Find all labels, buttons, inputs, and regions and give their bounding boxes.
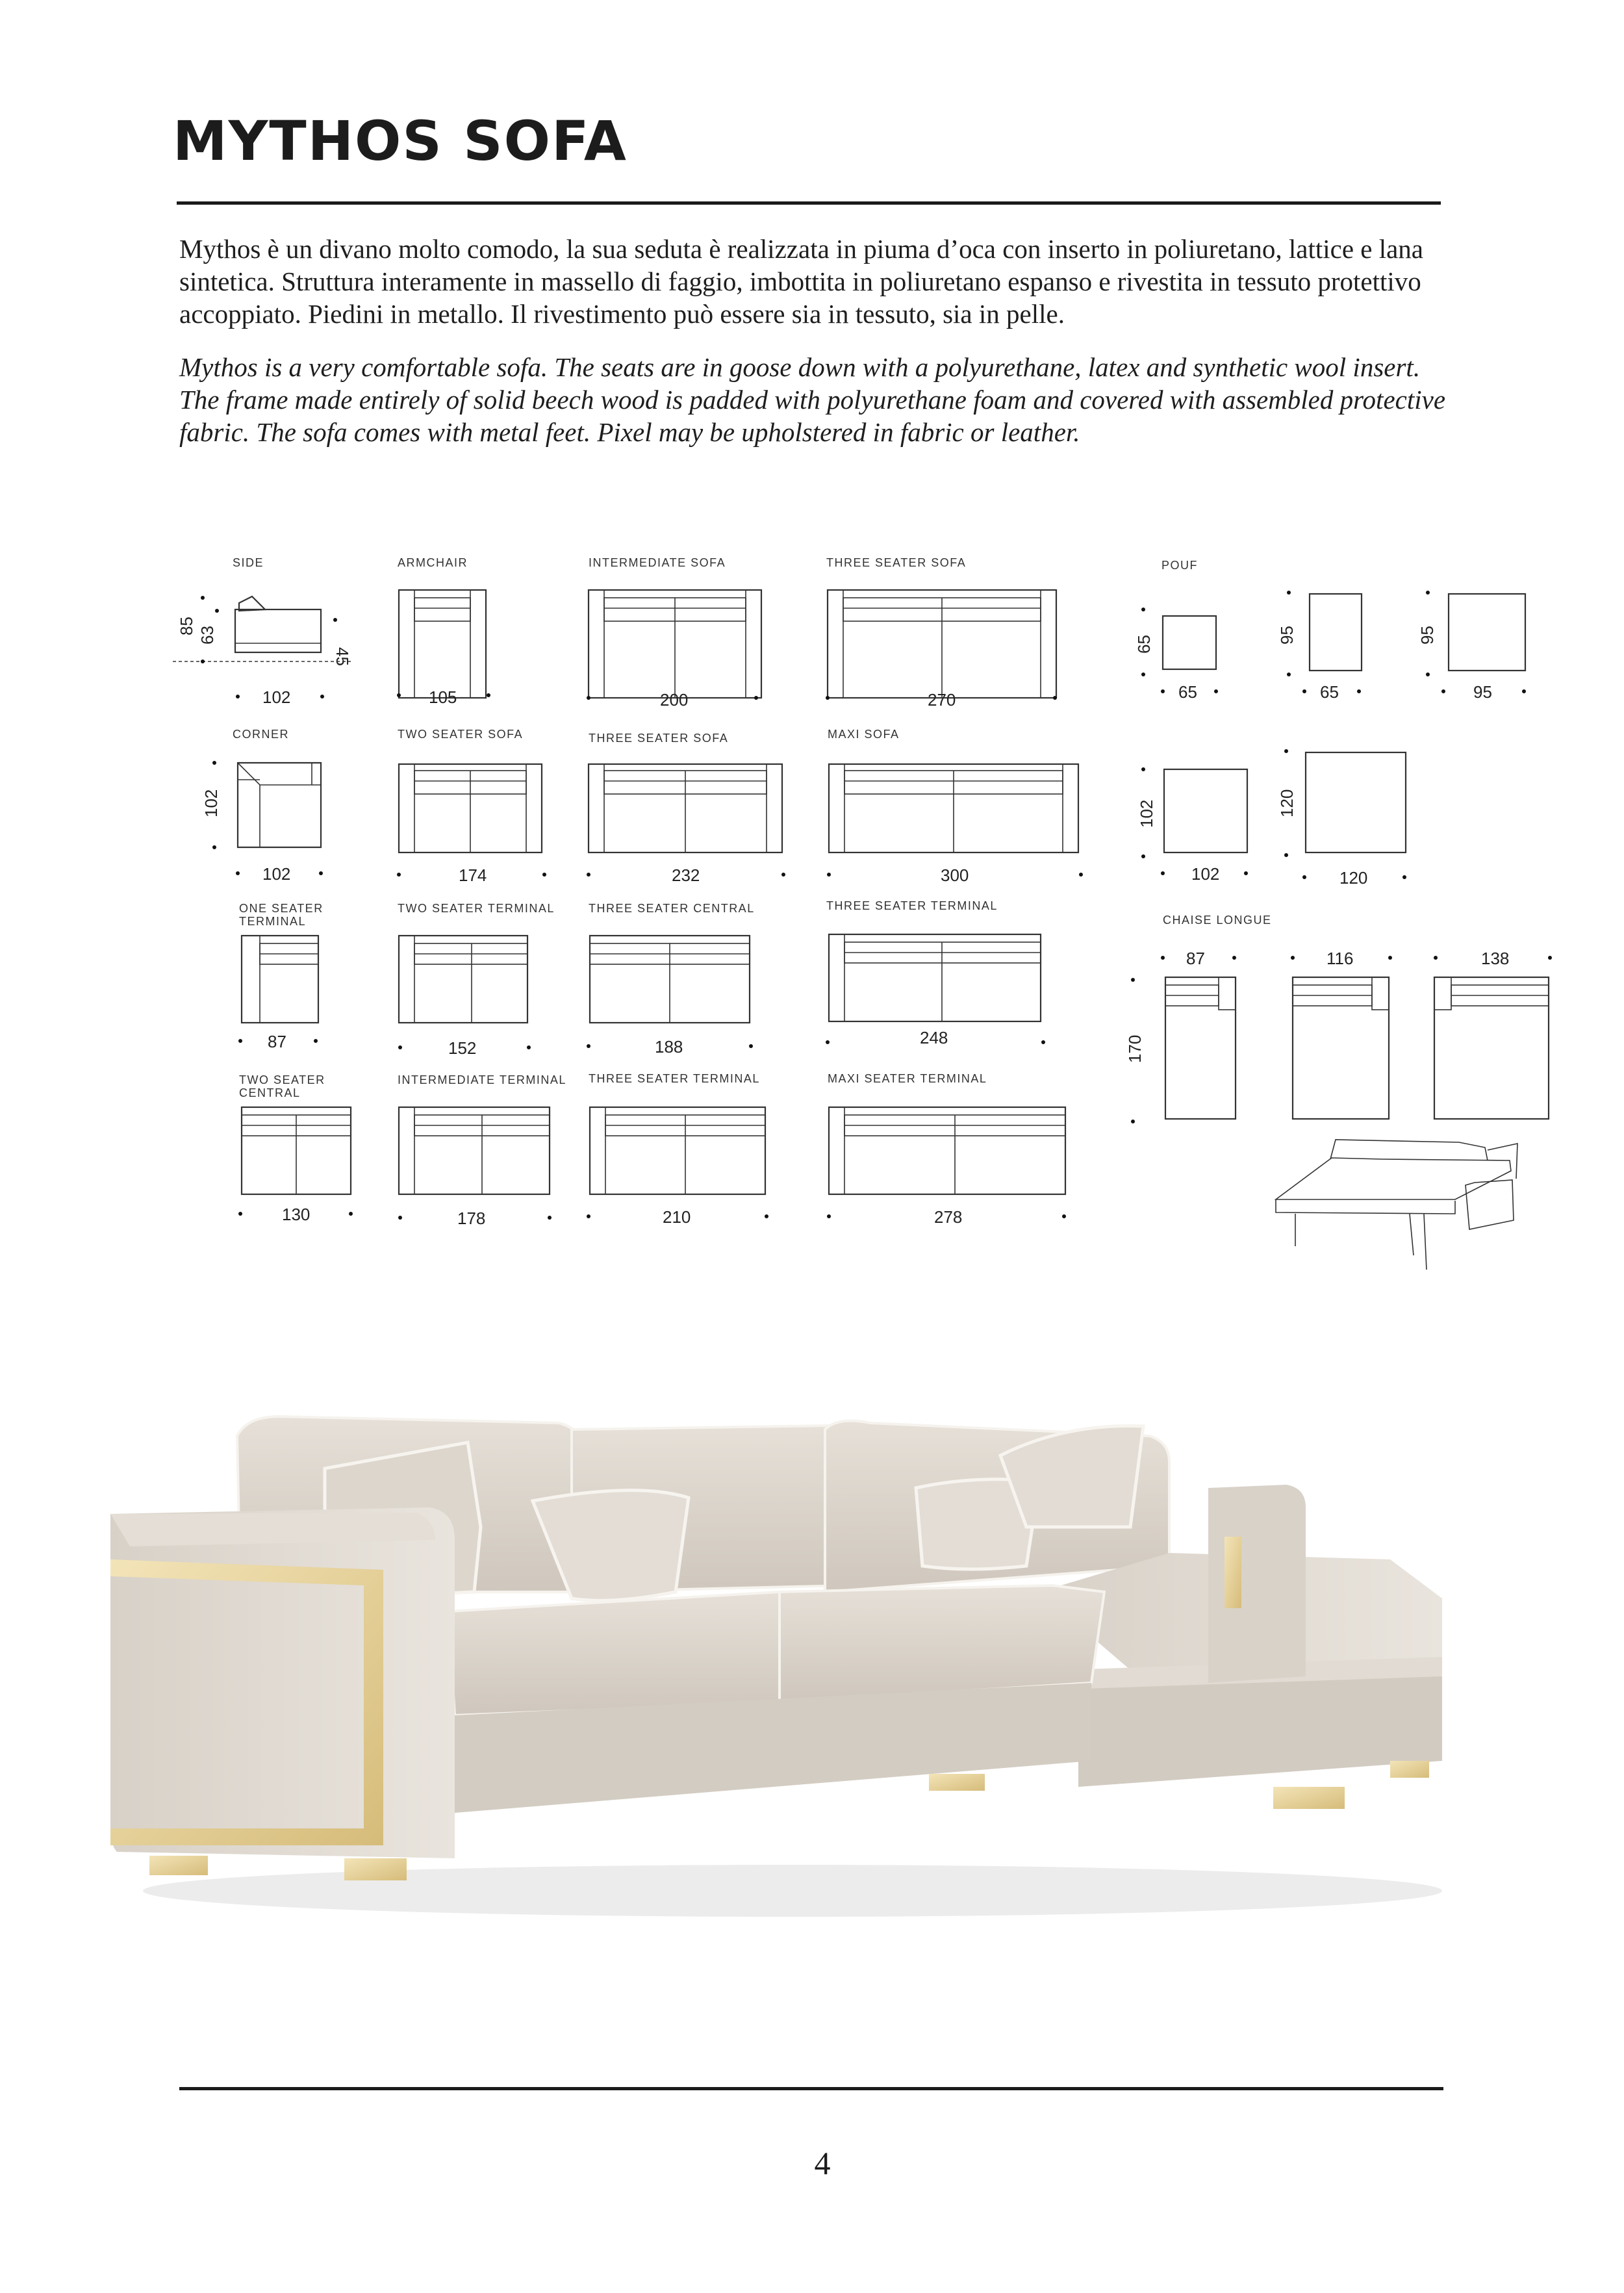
- dim-two-seater-terminal-width: 152: [448, 1038, 477, 1058]
- module-two-seater-terminal: [398, 902, 555, 1058]
- module-maxi-seater-terminal: [827, 1072, 1066, 1227]
- dim-intermediate-terminal-width: 178: [457, 1209, 486, 1228]
- dim-side-height: 85: [177, 617, 196, 635]
- dim-maxi-sofa-width: 300: [941, 865, 969, 885]
- module-label: SIDE: [233, 556, 264, 569]
- module-label: INTERMEDIATE SOFA: [589, 556, 726, 569]
- dim-pouf-2-depth: 95: [1277, 626, 1297, 645]
- description-english: Mythos is a very comfortable sofa. The seats are in goose down with a polyurethane, latex and synthetic wool insert. The frame made entirely of solid beech wood is padded with polyurethane foam and covered with assembled protective fabric. The sofa comes with metal feet. Pixel may be upholstered in fabric or leather.: [179, 352, 1446, 447]
- module-three-seater-sofa: [587, 732, 785, 885]
- dim-side-arm: 45: [333, 647, 352, 666]
- dim-three-seater-sofa-top-width: 270: [928, 690, 956, 710]
- module-label: TWO SEATER SOFA: [398, 728, 524, 741]
- sofa-photo: [91, 1397, 1553, 1949]
- module-three-seater-central: [587, 902, 755, 1057]
- dim-intermediate-sofa-width: 200: [660, 690, 689, 710]
- module-pouf: [1134, 559, 1526, 888]
- dim-pouf-1-width: 65: [1178, 682, 1197, 702]
- dim-one-seater-terminal-width: 87: [268, 1032, 286, 1051]
- dim-pouf-4-depth: 102: [1137, 799, 1156, 828]
- dim-corner-depth: 102: [201, 789, 221, 817]
- module-label: THREE SEATER CENTRAL: [589, 902, 755, 915]
- dim-pouf-5-width: 120: [1339, 868, 1368, 888]
- module-maxi-sofa: [827, 728, 1083, 885]
- page-number: 4: [814, 2145, 831, 2181]
- module-chaise-longue: [1125, 914, 1552, 1123]
- module-intermediate-sofa: [587, 556, 761, 710]
- dim-two-seater-central-width: 130: [282, 1205, 311, 1224]
- module-side: [173, 556, 352, 707]
- module-three-seater-sofa-top: [826, 556, 1057, 710]
- module-label-line1: TWO SEATER: [239, 1073, 325, 1086]
- module-label: TWO SEATER TERMINAL: [398, 902, 555, 915]
- sofa-bed-sketch: [1276, 1140, 1517, 1270]
- dim-pouf-3-width: 95: [1473, 682, 1492, 702]
- module-two-seater-sofa: [397, 728, 546, 885]
- module-label-line2: TERMINAL: [239, 915, 307, 928]
- module-label: THREE SEATER TERMINAL: [826, 899, 998, 912]
- module-drawings: [0, 533, 1624, 1300]
- module-label: CORNER: [233, 728, 290, 741]
- module-label: POUF: [1161, 559, 1199, 572]
- module-intermediate-terminal: [398, 1073, 566, 1228]
- module-label: THREE SEATER SOFA: [826, 556, 967, 569]
- dim-pouf-1-depth: 65: [1134, 635, 1154, 654]
- module-three-seater-terminal: [587, 1072, 768, 1227]
- dim-pouf-5-depth: 120: [1277, 789, 1297, 817]
- module-label: CHAISE LONGUE: [1163, 914, 1272, 927]
- module-corner: [201, 728, 323, 884]
- dim-chaise-depth: 170: [1125, 1034, 1145, 1063]
- dim-side-seat: 63: [197, 626, 217, 645]
- dim-pouf-4-width: 102: [1191, 864, 1220, 884]
- module-two-seater-central: [238, 1073, 353, 1224]
- module-label: MAXI SEATER TERMINAL: [828, 1072, 987, 1085]
- title-divider: [177, 201, 1441, 205]
- module-one-seater-terminal: [238, 902, 324, 1051]
- module-label: ARMCHAIR: [398, 556, 468, 569]
- dim-three-seater-terminal-width: 210: [663, 1207, 691, 1227]
- module-label-line1: ONE SEATER: [239, 902, 324, 915]
- dim-three-seater-central-width: 188: [655, 1037, 683, 1057]
- dim-pouf-2-width: 65: [1320, 682, 1339, 702]
- module-label: MAXI SOFA: [828, 728, 900, 741]
- dim-side-width: 102: [262, 687, 291, 707]
- dim-maxi-seater-terminal-width: 278: [934, 1207, 963, 1227]
- dim-corner-width: 102: [262, 864, 291, 884]
- dim-chaise-3-width: 138: [1481, 949, 1510, 968]
- dim-chaise-1-width: 87: [1186, 949, 1205, 968]
- dim-chaise-2-width: 116: [1326, 949, 1354, 968]
- module-label: THREE SEATER TERMINAL: [589, 1072, 760, 1085]
- dim-pouf-3-depth: 95: [1417, 626, 1437, 645]
- description-italian: Mythos è un divano molto comodo, la sua seduta è realizzata in piuma d’oca con inserto in poliuretano, lattice e lana sintetica. Struttura interamente in massello di faggio, imbottita in poliuretano espanso e rivestita in tessuto protettivo accoppiato. Piedini in metallo. Il rivestimento può essere sia in tessuto, sia in pelle.: [179, 234, 1424, 329]
- module-three-seater-terminal-top: [826, 899, 1045, 1047]
- module-label-line2: CENTRAL: [239, 1086, 301, 1099]
- dim-two-seater-sofa-width: 174: [459, 865, 487, 885]
- module-armchair: [397, 556, 490, 707]
- footer-divider: [179, 2087, 1443, 2090]
- dim-three-seater-sofa-width: 232: [672, 865, 700, 885]
- dim-three-seater-terminal-top-width: 248: [920, 1028, 948, 1047]
- module-label: INTERMEDIATE TERMINAL: [398, 1073, 566, 1086]
- page-title: MYTHOS SOFA: [173, 109, 628, 173]
- dim-armchair-width: 105: [429, 687, 457, 707]
- module-label: THREE SEATER SOFA: [589, 732, 729, 745]
